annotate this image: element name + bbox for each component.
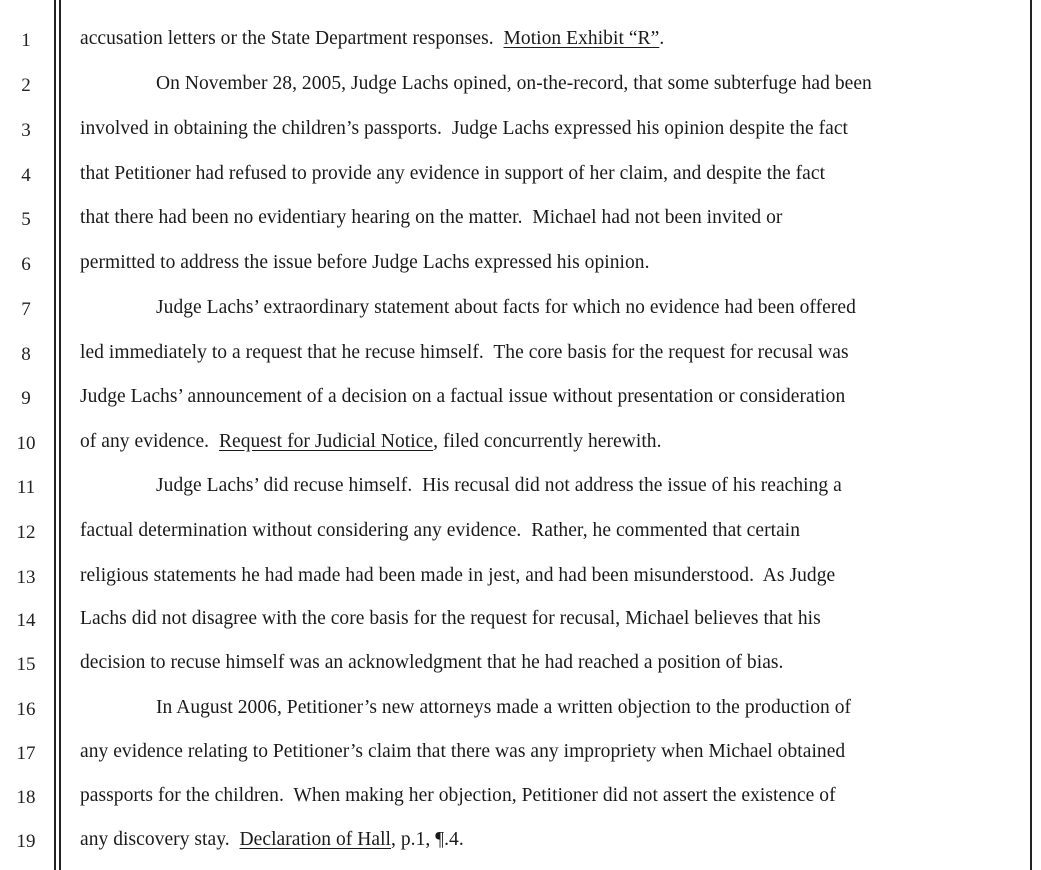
- body-text-line: [80, 608, 1025, 630]
- line-text: passports for the children. When making her objection, Petitioner did not assert the existence of: [80, 785, 836, 806]
- line-text: permitted to address the issue before Judge Lachs expressed his opinion.: [80, 252, 650, 273]
- line-text: factual determination without considering any evidence. Rather, he commented that certain: [80, 520, 801, 541]
- line-text: led immediately to a request that he recuse himself. The core basis for the request for recusal was: [80, 342, 849, 363]
- line-text-tail: , p.1, ¶.4.: [391, 829, 464, 850]
- line-text: In August 2006, Petitioner’s new attorneys made a written objection to the production of: [156, 697, 852, 718]
- line-text: that there had been no evidentiary hearing on the matter. Michael had not been invited or: [80, 207, 783, 228]
- line-number: 5: [21, 209, 31, 230]
- right-margin-rule: [1030, 0, 1032, 870]
- body-text-line: [80, 829, 1025, 851]
- line-number: 7: [21, 299, 31, 320]
- line-number: 18: [16, 787, 36, 808]
- body-text-line: [156, 297, 1025, 319]
- line-number: 15: [16, 654, 36, 675]
- line-number: 12: [16, 522, 36, 543]
- line-number: 14: [16, 610, 36, 631]
- line-text-tail: .: [659, 28, 665, 49]
- left-margin-rule: [54, 0, 56, 870]
- body-text-line: [80, 118, 1025, 140]
- line-number: 19: [16, 831, 36, 852]
- line-number: 3: [21, 120, 31, 141]
- citation-reference: Declaration of Hall: [239, 829, 392, 850]
- body-text-line: [80, 565, 1025, 587]
- line-number: 13: [16, 567, 36, 588]
- line-text-tail: , filed concurrently herewith.: [433, 431, 662, 452]
- body-text-line: [80, 520, 1025, 542]
- body-text-line: [80, 741, 1025, 763]
- left-margin-rule-inner: [59, 0, 61, 870]
- line-text: of any evidence.: [80, 431, 219, 452]
- body-text-line: [80, 163, 1025, 185]
- body-text-line: [80, 28, 1025, 50]
- line-text: any evidence relating to Petitioner’s claim that there was any impropriety when Michael obtained: [80, 741, 846, 762]
- body-text-line: [80, 386, 1025, 408]
- body-text-line: [80, 431, 1025, 453]
- line-text: involved in obtaining the children’s passports. Judge Lachs expressed his opinion despite the fact: [80, 118, 849, 139]
- body-text-line: [156, 73, 1025, 95]
- citation-reference: Request for Judicial Notice: [218, 431, 434, 452]
- line-number: 2: [21, 75, 31, 96]
- line-number: 16: [16, 699, 36, 720]
- line-text: religious statements he had made had been made in jest, and had been misunderstood. As Judge: [80, 565, 836, 586]
- line-number: 10: [16, 433, 36, 454]
- body-text-line: [80, 207, 1025, 229]
- body-text-line: [156, 475, 1025, 497]
- line-text: accusation letters or the State Department responses.: [80, 28, 504, 49]
- line-number: 11: [16, 477, 36, 498]
- line-text: decision to recuse himself was an acknowledgment that he had reached a position of bias.: [80, 652, 784, 673]
- line-number: 1: [21, 30, 31, 51]
- line-number: 8: [21, 344, 31, 365]
- line-number: 4: [21, 165, 31, 186]
- line-number: 17: [16, 743, 36, 764]
- body-text-line: [156, 697, 1025, 719]
- line-text: Lachs did not disagree with the core basis for the request for recusal, Michael believes that his: [80, 608, 821, 629]
- line-text: any discovery stay.: [80, 829, 240, 850]
- body-text-line: [80, 342, 1025, 364]
- line-number: 6: [21, 254, 31, 275]
- body-text-line: [80, 252, 1025, 274]
- body-text-line: [80, 785, 1025, 807]
- line-text: that Petitioner had refused to provide any evidence in support of her claim, and despite the fact: [80, 163, 826, 184]
- body-text-line: [80, 652, 1025, 674]
- line-text: Judge Lachs’ extraordinary statement about facts for which no evidence had been offered: [156, 297, 856, 318]
- line-text: Judge Lachs’ did recuse himself. His recusal did not address the issue of his reaching a: [156, 475, 842, 496]
- citation-reference: Motion Exhibit “R”: [503, 28, 660, 49]
- line-text: On November 28, 2005, Judge Lachs opined, on-the-record, that some subterfuge had been: [156, 73, 872, 94]
- line-text: Judge Lachs’ announcement of a decision on a factual issue without presentation or consideration: [80, 386, 846, 407]
- line-number: 9: [21, 388, 31, 409]
